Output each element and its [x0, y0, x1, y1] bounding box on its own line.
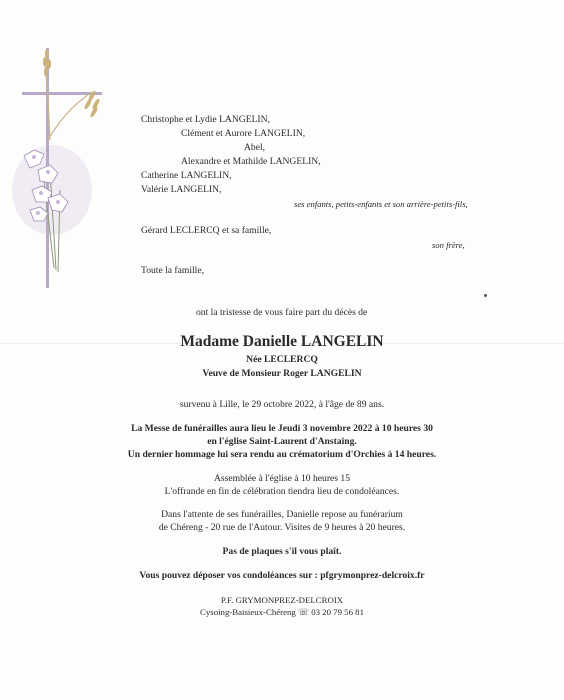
family-line-3: Abel,	[244, 142, 266, 153]
funeral-company-address: Cysoing-Baisieux-Chéreng ☏ 03 20 79 56 81	[200, 607, 364, 617]
relation-brother: son frère,	[432, 240, 465, 250]
announcement-text: ont la tristesse de vous faire part du décès de	[196, 307, 368, 318]
family-line-2: Clément et Aurore LANGELIN,	[181, 128, 306, 139]
ceremony-line-1: La Messe de funérailles aura lieu le Jeudi 3 novembre 2022 à 10 heures 30	[131, 423, 433, 434]
family-line-4: Alexandre et Mathilde LANGELIN,	[181, 156, 321, 167]
relation-children: ses enfants, petits-enfants et son arrière-petits-fils,	[294, 199, 468, 209]
widow-of: Veuve de Monsieur Roger LANGELIN	[202, 368, 362, 379]
family-line-5: Catherine LANGELIN,	[141, 170, 232, 181]
cross-flowers-illustration	[10, 40, 110, 300]
family-line-1: Christophe et Lydie LANGELIN,	[141, 114, 270, 125]
funeral-company: P.F. GRYMONPREZ-DELCROIX	[220, 595, 344, 605]
ink-dot	[484, 294, 487, 297]
funerarium-line-2: de Chéreng - 20 rue de l'Autour. Visites de 9 heures à 20 heures.	[158, 522, 406, 533]
funerarium-line-1: Dans l'attente de ses funérailles, Danielle repose au funérarium	[161, 509, 403, 520]
family-line-8: Toute la famille,	[141, 265, 204, 276]
deceased-name: Madame Danielle LANGELIN	[180, 333, 384, 350]
gathering-line-2: L'offrande en fin de célébration tiendra lieu de condoléances.	[164, 486, 400, 497]
gathering-line-1: Assemblée à l'église à 10 heures 15	[214, 473, 350, 484]
family-line-6: Valérie LANGELIN,	[141, 184, 222, 195]
family-line-7: Gérard LECLERCQ et sa famille,	[141, 225, 272, 236]
ceremony-line-2: en l'église Saint-Laurent d'Anstaing.	[207, 436, 357, 447]
ceremony-line-3: Un dernier hommage lui sera rendu au crématorium d'Orchies à 14 heures.	[127, 449, 437, 460]
maiden-name: Née LECLERCQ	[246, 354, 318, 365]
death-details: survenu à Lille, le 29 octobre 2022, à l'âge de 89 ans.	[179, 399, 385, 410]
no-plaques-note: Pas de plaques s'il vous plaît.	[222, 546, 342, 557]
condolences-note: Vous pouvez déposer vos condoléances sur : pfgrymonprez-delcroix.fr	[139, 570, 425, 581]
